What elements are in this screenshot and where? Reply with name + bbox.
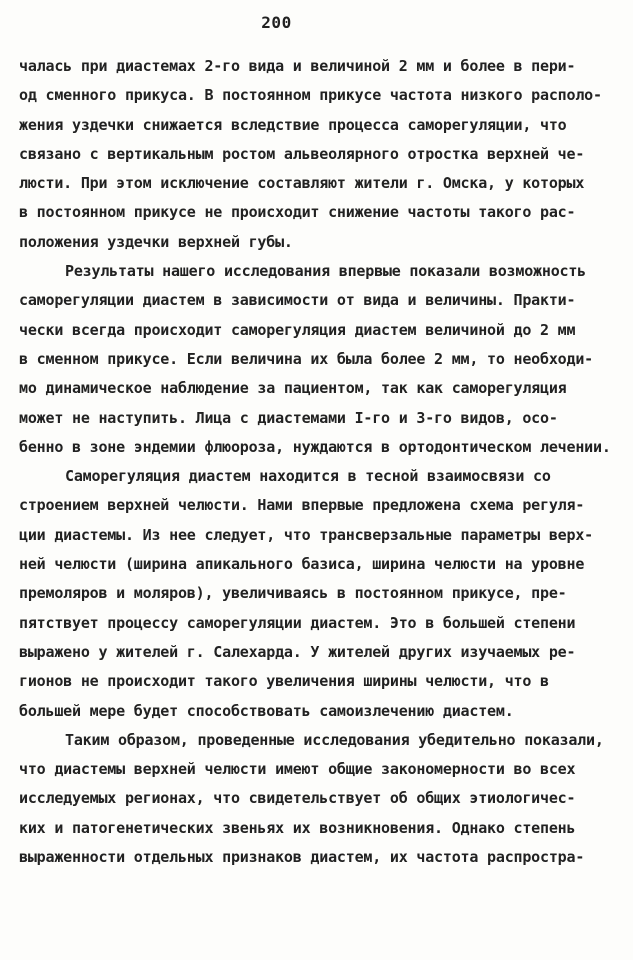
text-line: может не наступить. Лица с диастемами I-го и 3-го видов, осо- [19,408,558,427]
text-line: в сменном прикусе. Если величина их была более 2 мм, то необходи- [19,349,593,368]
text-line: люсти. При этом исключение составляют жители г. Омска, у которых [19,174,585,193]
text-line: строением верхней челюсти. Нами впервые предложена схема регуля- [19,496,585,515]
text-line: связано с вертикальным ростом альвеолярного отростка верхней че- [19,144,585,163]
text-line: чески всегда происходит саморегуляция диастем величиной до 2 мм [19,320,576,339]
text-line: исследуемых регионах, что свидетельствует об общих этиологичес- [19,789,576,808]
text-line: од сменного прикуса. В постоянном прикусе частота низкого располо- [19,86,602,105]
text-line: ней челюсти (ширина апикального базиса, ширина челюсти на уровне [19,555,585,574]
text-line: чалась при диастемах 2-го вида и величиной 2 мм и более в пери- [19,57,576,75]
text-line: премоляров и моляров), увеличиваясь в постоянном прикусе, пре- [19,584,567,603]
text-line: ции диастемы. Из нее следует, что трансверзальные параметры верх- [19,525,593,544]
text-line: в постоянном прикусе не происходит снижение частоты такого рас- [19,203,576,222]
text-line: Таким образом, проведенные исследования убедительно показали, [65,730,604,749]
page-number: 200 [261,13,292,32]
text-line: Результаты нашего исследования впервые показали возможность [65,262,587,281]
text-line: положения уздечки верхней губы. [19,232,293,251]
text-line: выраженности отдельных признаков диастем, их частота распростра- [19,848,585,867]
text-line: что диастемы верхней челюсти имеют общие закономерности во всех [19,760,576,779]
text-line: жения уздечки снижается вследствие процесса саморегуляции, что [19,115,567,134]
text-line: гионов не происходит такого увеличения ширины челюсти, что в [19,672,549,691]
text-line: ких и патогенетических звеньях их возникновения. Однако степень [19,818,576,837]
text-line: большей мере будет способствовать самоизлечению диастем. [19,701,514,720]
text-line: мо динамическое наблюдение за пациентом, так как саморегуляция [19,379,567,398]
body-text [19,52,619,872]
text-line: Саморегуляция диастем находится в тесной взаимосвязи со [65,467,551,486]
text-line: саморегуляции диастем в зависимости от вида и величины. Практи- [19,291,576,310]
text-line: бенно в зоне эндемии флюороза, нуждаются в ортодонтическом лечении. [19,437,611,456]
text-line: пятствует процессу саморегуляции диастем. Это в большей степени [19,613,576,632]
text-line: выражено у жителей г. Салехарда. У жителей других изучаемых ре- [19,642,576,661]
